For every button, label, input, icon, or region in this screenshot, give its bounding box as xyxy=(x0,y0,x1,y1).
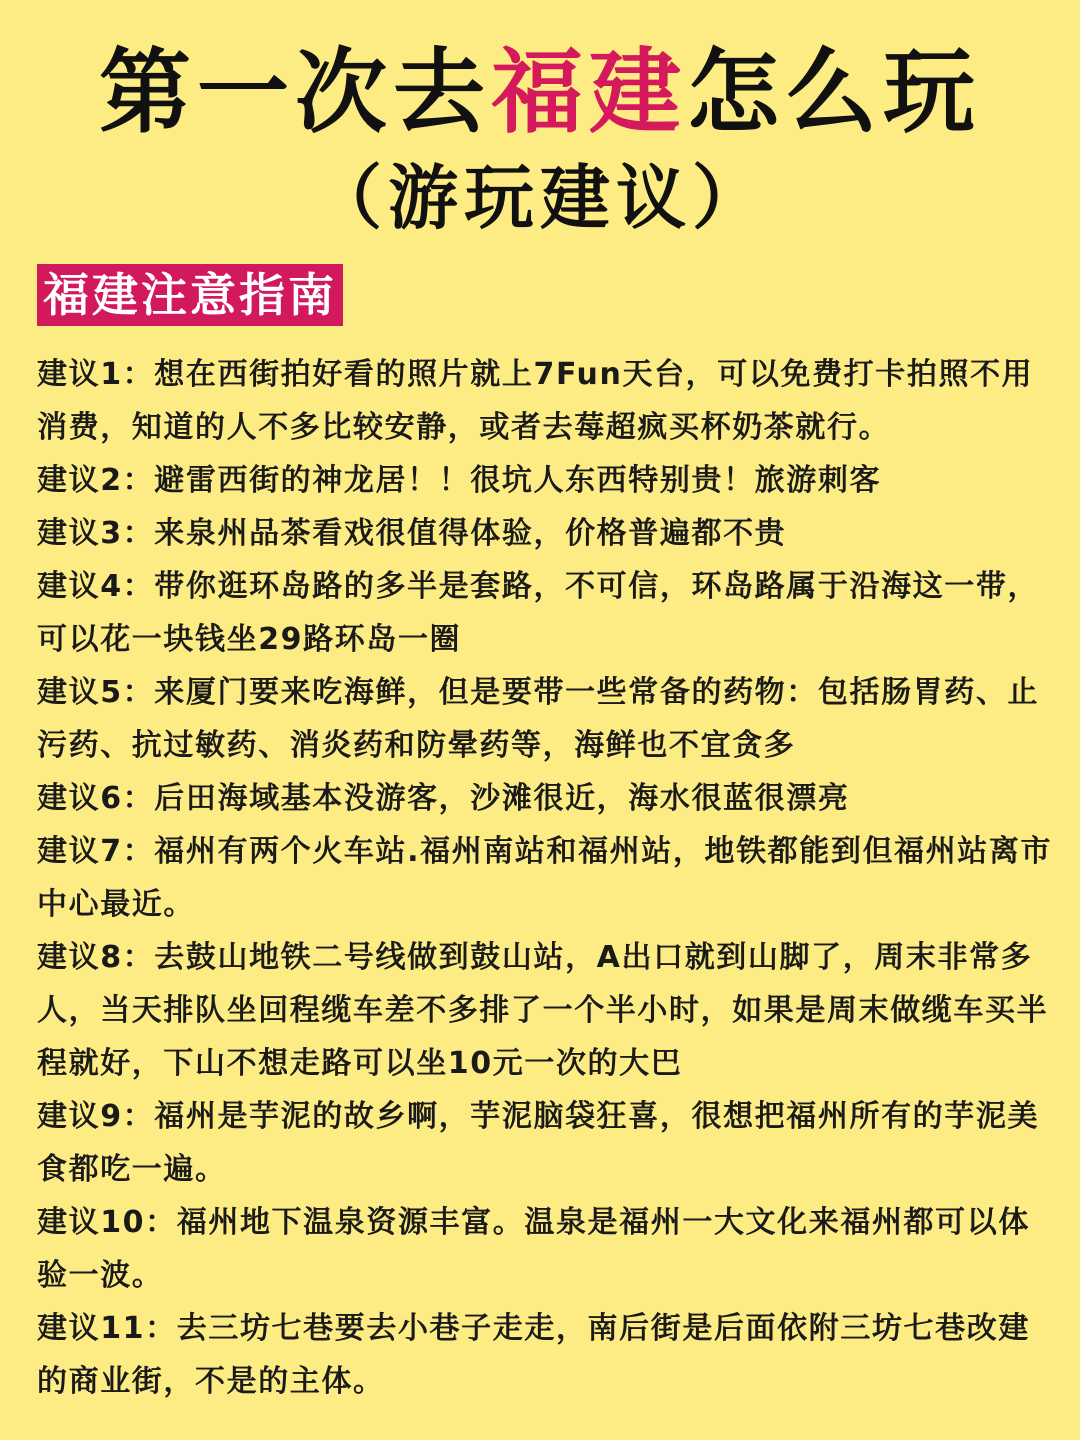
tip-item xyxy=(37,1302,1053,1408)
tip-item xyxy=(37,1196,1053,1302)
tip-text: 福州有两个火车站.福州南站和福州站，地铁都能到但福州站离市中心最近。 xyxy=(37,834,1053,922)
tip-label: 建议6： xyxy=(37,781,155,816)
section-badge: 福建注意指南 xyxy=(37,264,343,326)
tip-label: 建议10： xyxy=(37,1205,177,1240)
tips-list xyxy=(37,348,1053,1408)
tip-item xyxy=(37,931,1053,1090)
tip-label: 建议1： xyxy=(37,357,155,392)
tip-text: 去三坊七巷要去小巷子走走，南后街是后面依附三坊七巷改建的商业街，不是的主体。 xyxy=(37,1311,1030,1399)
tip-label: 建议9： xyxy=(37,1099,155,1134)
tip-text: 福州是芋泥的故乡啊，芋泥脑袋狂喜，很想把福州所有的芋泥美食都吃一遍。 xyxy=(37,1099,1040,1187)
tip-item xyxy=(37,348,1053,454)
tip-label: 建议7： xyxy=(37,834,155,869)
tip-label: 建议4： xyxy=(37,569,155,604)
tip-label: 建议11： xyxy=(37,1311,177,1346)
tip-text: 去鼓山地铁二号线做到鼓山站，A出口就到山脚了，周末非常多人，当天排队坐回程缆车差不多排了一个半小时，如果是周末做缆车买半程就好，下山不想走路可以坐10元一次的大巴 xyxy=(37,940,1049,1081)
tip-label: 建议5： xyxy=(37,675,155,710)
tip-item xyxy=(37,666,1053,772)
tip-label: 建议3： xyxy=(37,516,155,551)
tip-text: 来厦门要来吃海鲜，但是要带一些常备的药物：包括肠胃药、止污药、抗过敏药、消炎药和防晕药等，海鲜也不宜贪多 xyxy=(37,675,1040,763)
tip-item xyxy=(37,1090,1053,1196)
page-title xyxy=(0,38,1080,148)
tip-label: 建议2： xyxy=(37,463,155,498)
tip-text: 带你逛环岛路的多半是套路，不可信，环岛路属于沿海这一带，可以花一块钱坐29路环岛一圈 xyxy=(37,569,1040,657)
tip-item xyxy=(37,772,1053,825)
tip-item xyxy=(37,560,1053,666)
tip-text: 福州地下温泉资源丰富。温泉是福州一大文化来福州都可以体验一波。 xyxy=(37,1205,1030,1293)
title-lead: 第一次去 xyxy=(98,39,491,146)
title-accent: 福建 xyxy=(490,39,687,146)
page-subtitle: （游玩建议） xyxy=(312,157,768,239)
tip-text: 来泉州品茶看戏很值得体验，价格普遍都不贵 xyxy=(154,516,787,551)
tip-item xyxy=(37,507,1053,560)
tip-item xyxy=(37,454,1053,507)
tip-text: 想在西街拍好看的照片就上7Fun天台，可以免费打卡拍照不用消费，知道的人不多比较安静，或者去莓超疯买杯奶茶就行。 xyxy=(37,357,1034,445)
title-tail: 怎么玩 xyxy=(687,39,982,146)
tip-label: 建议8： xyxy=(37,940,155,975)
tip-text: 避雷西街的神龙居！！很坑人东西特别贵！旅游刺客 xyxy=(154,463,882,498)
tip-item xyxy=(37,825,1053,931)
tip-text: 后田海域基本没游客，沙滩很近，海水很蓝很漂亮 xyxy=(154,781,850,816)
